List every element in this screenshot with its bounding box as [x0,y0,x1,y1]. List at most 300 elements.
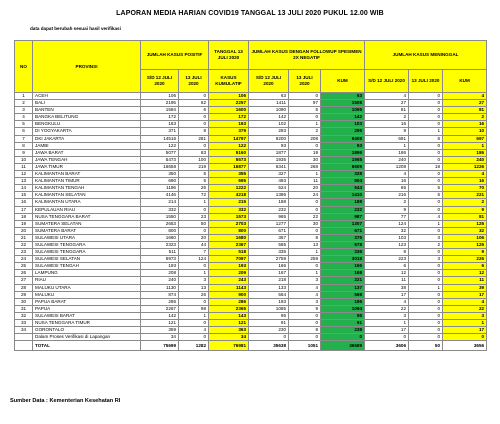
cell-followup-kum: 1307 [321,220,365,227]
cell-followup-today: 30 [289,156,321,163]
cell-provinsi: SULAWESI UTARA [33,234,141,241]
cell-meninggal-kum: 4 [443,171,487,178]
cell-positif-sd: 2267 [141,305,179,312]
table-row [15,312,487,319]
cell-meninggal-kum: 70 [443,185,487,192]
table-row [15,277,487,284]
subheader-meninggal-today: 13 JULI 2020 [409,70,443,93]
cell-positif-kumulatif: 2367 [209,241,249,248]
cell-followup-today: 4 [289,284,321,291]
cell-followup-kum: 1410 [321,192,365,199]
header-jumlah-kasus-positif: JUMLAH KASUS POSITIF [141,41,209,70]
subheader-followup-sd: S/D 12 JULI 2020 [249,70,289,93]
cell-positif-today: 4 [179,327,209,334]
cell-followup-sd: 1411 [249,100,289,107]
cell-positif-today: 6 [179,107,209,114]
cell-no: 5 [15,121,33,128]
table-row [15,327,487,334]
subheader-positif-today: 13 JULI 2020 [179,70,209,93]
cell-provinsi: JAMBI [33,142,141,149]
cell-positif-sd: 2323 [141,241,179,248]
cell-meninggal-sd: 1 [365,142,409,149]
cell-positif-kumulatif: 363 [209,327,249,334]
cell-meninggal-today: 0 [409,227,443,234]
cell-followup-today: 259 [289,256,321,263]
cell-provinsi: SULAWESI TENGAH [33,263,141,270]
cell-positif-sd: 874 [141,291,179,298]
cell-positif-sd: 34 [141,334,179,341]
cell-no: 9 [15,149,33,156]
cell-positif-sd: 4146 [141,192,179,199]
cell-positif-sd: 332 [141,206,179,213]
cell-meninggal-sd: 65 [365,185,409,192]
cell-positif-kumulatif: 2365 [209,305,249,312]
cell-no: 31 [15,305,33,312]
cell-meninggal-kum: 226 [443,256,487,263]
cell-meninggal-today: 0 [409,206,443,213]
cell-positif-kumulatif: 215 [209,199,249,206]
cell-meninggal-today: 4 [409,213,443,220]
cell-followup-kum: 328 [321,171,365,178]
cell-followup-sd: 1085 [249,305,289,312]
cell-positif-today: 0 [179,298,209,305]
cell-positif-sd: 193 [141,263,179,270]
cell-meninggal-sd: 124 [365,220,409,227]
cell-followup-sd: 1277 [249,220,289,227]
cell-provinsi: ACEH [33,93,141,100]
cell-meninggal-sd: 16 [365,121,409,128]
cell-positif-kumulatif: 379 [209,128,249,135]
cell-meninggal-kum: 1 [443,320,487,327]
cell-followup-today: 13 [289,241,321,248]
cell-positif-kumulatif: 5160 [209,149,249,156]
cell-followup-kum: 1508 [321,100,365,107]
table-row [15,178,487,185]
cell-meninggal-today: 0 [409,249,443,256]
cell-positif-today: 8 [179,128,209,135]
table-row [15,142,487,149]
subheader-meninggal-kum: KUM [443,70,487,93]
cell-positif-kumulatif: 1680 [209,234,249,241]
cell-provinsi: SULAWESI BARAT [33,312,141,319]
cell-meninggal-today: 1 [409,128,443,135]
cell-followup-today: 0 [289,312,321,319]
cell-followup-today: 5 [289,107,321,114]
cell-meninggal-sd: 1208 [365,163,409,170]
cell-followup-sd: 93 [249,142,289,149]
cell-positif-today: 1 [179,270,209,277]
cell-meninggal-sd: 16 [365,178,409,185]
cell-meninggal-sd: 4 [365,171,409,178]
cell-followup-kum: 188 [321,199,365,206]
cell-followup-kum: 6609 [321,163,365,170]
cell-meninggal-today: 3 [409,256,443,263]
cell-positif-sd: 214 [141,199,179,206]
cell-no: 10 [15,156,33,163]
cell-meninggal-kum: 2 [443,114,487,121]
cell-provinsi: DI YOGYAKARTA [33,128,141,135]
table-row [15,270,487,277]
cell-provinsi: BALI [33,100,141,107]
cell-followup-kum: 987 [321,213,365,220]
cell-followup-sd: 671 [249,227,289,234]
cell-meninggal-today: 0 [409,291,443,298]
table-row [15,227,487,234]
cell-positif-kumulatif: 163 [209,121,249,128]
cell-positif-today: 0 [179,142,209,149]
cell-positif-sd: 1660 [141,234,179,241]
covid-data-table [14,40,487,351]
cell-provinsi: NUSA TENGGARA TIMUR [33,320,141,327]
cell-meninggal-kum: 3 [443,312,487,319]
cell-positif-kumulatif: 1143 [209,284,249,291]
cell-meninggal-sd: 9 [365,249,409,256]
cell-meninggal-today: 5 [409,192,443,199]
cell-meninggal-sd: 0 [365,334,409,341]
cell-followup-kum: 295 [321,128,365,135]
cell-meninggal-today: 0 [409,107,443,114]
cell-meninggal-today: 3 [409,234,443,241]
table-row [15,220,487,227]
cell-meninggal-sd: 12 [365,270,409,277]
cell-meninggal-sd: 38 [365,284,409,291]
cell-positif-kumulatif: 800 [209,227,249,234]
cell-meninggal-sd: 4 [365,93,409,100]
cell-positif-kumulatif: 7097 [209,256,249,263]
table-row [15,171,487,178]
cell-positif-today: 13 [179,284,209,291]
cell-no: 4 [15,114,33,121]
cell-meninggal-today: 2 [409,241,443,248]
cell-followup-sd: 493 [249,178,289,185]
total-followup-kum: 36689 [321,341,365,351]
cell-no: 11 [15,163,33,170]
cell-followup-today: 11 [289,178,321,185]
cell-followup-kum: 196 [321,298,365,305]
cell-meninggal-kum: 10 [443,128,487,135]
cell-meninggal-sd: 2 [365,114,409,121]
cell-meninggal-kum: 221 [443,192,487,199]
cell-no: 2 [15,100,33,107]
table-row [15,93,487,100]
cell-followup-today: 20 [289,185,321,192]
cell-followup-today: 1 [289,249,321,256]
cell-meninggal-kum: 22 [443,305,487,312]
cell-followup-sd: 9200 [249,135,289,142]
cell-meninggal-today: 5 [409,185,443,192]
cell-no: 24 [15,256,33,263]
cell-positif-kumulatif: 193 [209,263,249,270]
cell-meninggal-today: 1 [409,284,443,291]
cell-no: 1 [15,93,33,100]
cell-followup-kum: 578 [321,241,365,248]
cell-followup-today: 0 [289,334,321,341]
total-followup-today: 1051 [289,341,321,351]
subheader-positif-kumulatif: KASUS KUMULATIF [209,70,249,93]
cell-provinsi: SUMATERA SELATAN [33,220,141,227]
cell-provinsi: BANGKA BELITUNG [33,114,141,121]
cell-provinsi: MALUKU [33,291,141,298]
total-meninggal-today: 50 [409,341,443,351]
subheader-followup-today: 13 JULI 2020 [289,70,321,93]
total-label: TOTAL [33,341,141,351]
cell-meninggal-kum: 9 [443,249,487,256]
cell-meninggal-sd: 32 [365,227,409,234]
cell-positif-kumulatif: 2257 [209,100,249,107]
table-row [15,100,487,107]
cell-followup-sd: 133 [249,284,289,291]
cell-positif-today: 5 [179,171,209,178]
cell-positif-kumulatif: 1222 [209,185,249,192]
cell-meninggal-today: 0 [409,149,443,156]
cell-meninggal-kum: 39 [443,284,487,291]
cell-provinsi: Dalam Proses Verifikasi di Lapangan [33,334,141,341]
cell-positif-sd: 800 [141,227,179,234]
cell-followup-sd: 166 [249,263,289,270]
cell-provinsi: GORONTALO [33,327,141,334]
cell-meninggal-sd: 6 [365,263,409,270]
cell-followup-sd: 524 [249,185,289,192]
cell-positif-today: 0 [179,263,209,270]
cell-provinsi: RIAU [33,277,141,284]
cell-followup-kum: 95 [321,312,365,319]
cell-provinsi: SULAWESI TENGGARA [33,249,141,256]
cell-meninggal-kum: 27 [443,100,487,107]
cell-provinsi: PAPUA BARAT [33,298,141,305]
cell-meninggal-today: 0 [409,114,443,121]
cell-meninggal-today: 0 [409,270,443,277]
cell-no: 27 [15,277,33,284]
cell-meninggal-today: 0 [409,305,443,312]
cell-no: 14 [15,185,33,192]
total-positif-kumulatif: 76981 [209,341,249,351]
cell-positif-sd: 163 [141,121,179,128]
cell-positif-today: 44 [179,241,209,248]
cell-meninggal-today: 0 [409,142,443,149]
cell-meninggal-kum: 1 [443,142,487,149]
cell-meninggal-kum: 16 [443,121,487,128]
cell-followup-today: 268 [289,163,321,170]
cell-followup-sd: 1935 [249,156,289,163]
cell-followup-sd: 2759 [249,256,289,263]
header-meninggal: JUMLAH KASUS MENINGGAL [365,41,487,70]
header-tanggal: TANGGAL 13 JULI 2020 [209,41,249,70]
cell-followup-today: 0 [289,199,321,206]
cell-followup-kum: 1095 [321,107,365,114]
cell-followup-today: 0 [289,142,321,149]
header-no: NO [15,41,33,93]
cell-positif-today: 124 [179,256,209,263]
cell-positif-sd: 2195 [141,100,179,107]
cell-meninggal-today: 0 [409,93,443,100]
cell-no: 13 [15,178,33,185]
cell-no: 3 [15,107,33,114]
cell-followup-kum: 336 [321,249,365,256]
cell-meninggal-sd: 17 [365,291,409,298]
cell-followup-kum: 142 [321,114,365,121]
cell-no: 22 [15,241,33,248]
cell-provinsi: BENGKULU [33,121,141,128]
cell-followup-sd: 367 [249,234,289,241]
cell-no: 17 [15,206,33,213]
cell-followup-kum: 1094 [321,305,365,312]
cell-followup-sd: 218 [249,277,289,284]
cell-positif-kumulatif: 1573 [209,213,249,220]
cell-meninggal-sd: 9 [365,206,409,213]
cell-no: 20 [15,227,33,234]
cell-positif-kumulatif: 355 [209,171,249,178]
table-row [15,156,487,163]
cell-followup-today: 9 [289,305,321,312]
cell-meninggal-today: 0 [409,320,443,327]
total-meninggal-sd: 3606 [365,341,409,351]
cell-provinsi: KALIMANTAN BARAT [33,171,141,178]
cell-positif-sd: 240 [141,277,179,284]
cell-positif-sd: 2653 [141,220,179,227]
cell-meninggal-kum: 32 [443,227,487,234]
cell-positif-today: 7 [179,249,209,256]
cell-followup-kum: 168 [321,270,365,277]
cell-meninggal-sd: 3 [365,312,409,319]
cell-meninggal-today: 18 [409,163,443,170]
cell-meninggal-kum: 1226 [443,163,487,170]
cell-positif-sd: 16658 [141,163,179,170]
cell-meninggal-today: 0 [409,334,443,341]
cell-followup-today: 4 [289,291,321,298]
cell-no: 33 [15,320,33,327]
table-row [15,256,487,263]
cell-positif-today: 0 [179,320,209,327]
cell-meninggal-sd: 11 [365,277,409,284]
cell-meninggal-sd: 123 [365,241,409,248]
cell-followup-kum: 568 [321,291,365,298]
cell-meninggal-kum: 4 [443,298,487,305]
cell-meninggal-sd: 9 [365,128,409,135]
cell-positif-kumulatif: 5573 [209,156,249,163]
cell-no: 19 [15,220,33,227]
cell-no [15,334,33,341]
table-row [15,291,487,298]
cell-positif-sd: 511 [141,249,179,256]
cell-meninggal-today: 0 [409,277,443,284]
cell-meninggal-sd: 2 [365,199,409,206]
cell-followup-sd: 95 [249,312,289,319]
cell-provinsi: KALIMANTAN UTARA [33,199,141,206]
cell-positif-kumulatif: 4218 [209,192,249,199]
cell-positif-sd: 106 [141,93,179,100]
cell-followup-kum: 504 [321,178,365,185]
cell-meninggal-today: 0 [409,312,443,319]
subheader-followup-kum: KUM [321,70,365,93]
cell-no: 26 [15,270,33,277]
cell-followup-today: 8 [289,234,321,241]
cell-followup-kum: 93 [321,142,365,149]
cell-followup-today: 8 [289,327,321,334]
cell-positif-sd: 1130 [141,284,179,291]
cell-positif-sd: 1550 [141,213,179,220]
cell-meninggal-today: 0 [409,171,443,178]
cell-followup-sd: 564 [249,291,289,298]
cell-meninggal-kum: 16 [443,178,487,185]
cell-provinsi: LAMPUNG [33,270,141,277]
cell-no: 28 [15,284,33,291]
cell-provinsi: SUMATERA BARAT [33,227,141,234]
cell-positif-today: 62 [179,100,209,107]
cell-positif-kumulatif: 14797 [209,135,249,142]
cell-no: 25 [15,263,33,270]
cell-positif-kumulatif: 900 [209,291,249,298]
cell-followup-today: 3 [289,277,321,284]
cell-positif-today: 1 [179,199,209,206]
cell-positif-kumulatif: 518 [209,249,249,256]
header-followup: JUMLAH KASUS DENGAN FOLLOWUP SPESIMEN 2X NEGATIF [249,41,365,70]
cell-positif-kumulatif: 143 [209,312,249,319]
cell-positif-kumulatif: 209 [209,270,249,277]
cell-meninggal-today: 0 [409,156,443,163]
cell-followup-sd: 6341 [249,163,289,170]
cell-meninggal-kum: 125 [443,220,487,227]
cell-followup-sd: 63 [249,93,289,100]
cell-followup-today: 30 [289,220,321,227]
cell-positif-sd: 371 [141,128,179,135]
cell-followup-kum: 137 [321,284,365,291]
cell-positif-kumulatif: 332 [209,206,249,213]
cell-meninggal-sd: 22 [365,305,409,312]
total-no [15,341,33,351]
cell-meninggal-kum: 9 [443,206,487,213]
table-row [15,163,487,170]
cell-positif-sd: 286 [141,298,179,305]
cell-provinsi: DKI JAKARTA [33,135,141,142]
cell-positif-kumulatif: 121 [209,320,249,327]
cell-positif-kumulatif: 106 [209,93,249,100]
cell-positif-sd: 6973 [141,256,179,263]
cell-followup-kum: 221 [321,277,365,284]
cell-followup-kum: 238 [321,327,365,334]
cell-followup-today: 0 [289,227,321,234]
table-row [15,199,487,206]
cell-meninggal-today: 1 [409,220,443,227]
cell-no: 29 [15,291,33,298]
cell-positif-today: 5 [179,178,209,185]
cell-meninggal-kum: 4 [443,93,487,100]
cell-meninggal-today: 0 [409,100,443,107]
cell-followup-kum: 1965 [321,156,365,163]
cell-followup-kum: 671 [321,227,365,234]
cell-no: 21 [15,234,33,241]
cell-positif-sd: 1594 [141,107,179,114]
cell-positif-kumulatif: 2703 [209,220,249,227]
cell-followup-sd: 193 [249,298,289,305]
cell-followup-today: 1 [289,171,321,178]
cell-followup-today: 2 [289,128,321,135]
cell-followup-sd: 102 [249,121,289,128]
cell-meninggal-kum: 12 [443,270,487,277]
cell-followup-kum: 63 [321,93,365,100]
cell-positif-today: 0 [179,334,209,341]
cell-positif-sd: 122 [141,142,179,149]
cell-provinsi: KALIMANTAN SELATAN [33,192,141,199]
cell-meninggal-kum: 0 [443,334,487,341]
cell-provinsi: SULAWESI TENGGARA [33,241,141,248]
table-row [15,284,487,291]
cell-meninggal-today: 0 [409,199,443,206]
cell-positif-kumulatif: 286 [209,298,249,305]
subheader-positif-sd: S/D 12 JULI 2020 [141,70,179,93]
table-row [15,206,487,213]
cell-positif-kumulatif: 16877 [209,163,249,170]
table-row [15,135,487,142]
